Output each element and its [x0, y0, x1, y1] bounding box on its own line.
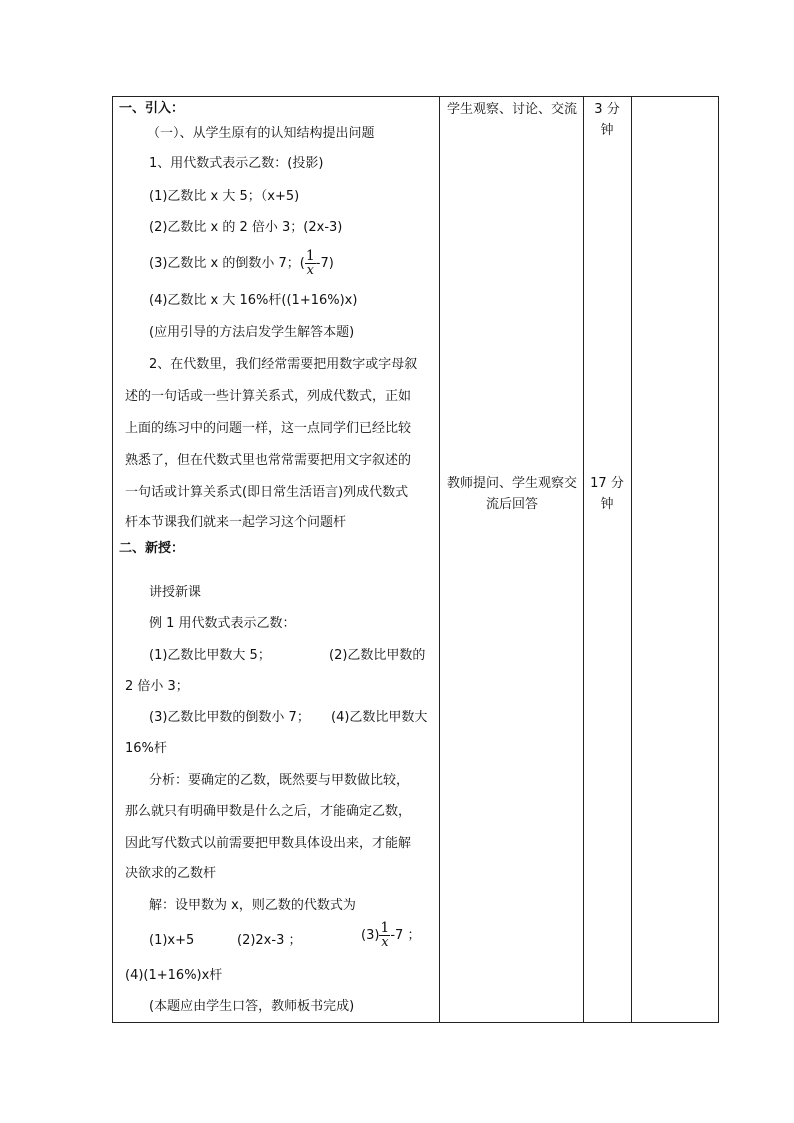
example-item: (4)乙数比甲数大	[331, 710, 428, 725]
answer-4: (4)(1+16%)x杆	[125, 968, 223, 983]
example-item: (2)乙数比甲数的	[329, 648, 426, 663]
section-heading-intro: 一、引入：	[119, 101, 185, 116]
paragraph: (应用引导的方法启发学生解答本题)	[149, 325, 355, 340]
fraction-numerator: 1	[380, 920, 390, 936]
question-3	[149, 249, 334, 278]
answer-2: (2)2x-3 ；	[237, 933, 302, 948]
question-1: (1)乙数比 x 大 5；（x+5)	[149, 189, 300, 204]
column-divider	[631, 97, 632, 1022]
solution-line: 解：设甲数为 x，则乙数的代数式为	[149, 898, 356, 913]
question-2: (2)乙数比 x 的 2 倍小 3；(2x-3)	[149, 220, 343, 235]
lesson-plan-table	[112, 96, 719, 1023]
paragraph-line: 2、在代数里，我们经常需要把用数字或字母叙	[149, 357, 418, 372]
activity-cell-1: 学生观察、讨论、交流	[446, 102, 577, 117]
time-cell-2: 17 分钟	[590, 476, 624, 512]
example-item: 16%杆	[125, 741, 167, 756]
question-3-tail: -7)	[315, 256, 334, 271]
example-item: (3)乙数比甲数的倒数小 7；	[149, 710, 310, 725]
question-4: (4)乙数比 x 大 16%杆((1+16%)x)	[149, 293, 358, 308]
analysis-line: 那么就只有明确甲数是什么之后，才能确定乙数，	[125, 804, 412, 819]
fraction-denominator: x	[381, 935, 389, 950]
column-divider	[583, 97, 584, 1022]
paragraph-line: 述的一句话或一些计算关系式，列成代数式，正如	[125, 389, 412, 404]
fraction-numerator: 1	[305, 248, 315, 264]
answer-3-tail: -7 ；	[390, 928, 421, 943]
fraction-denominator: x	[306, 263, 314, 278]
analysis-line: 因此写代数式以前需要把甲数具体设出来，才能解	[125, 836, 412, 851]
answer-3-text: (3)	[361, 928, 380, 943]
analysis-line: 决欲求的乙数杆	[125, 866, 217, 881]
column-divider	[439, 97, 440, 1022]
example-item: (1)乙数比甲数大 5；	[149, 648, 271, 663]
paragraph-line: 上面的练习中的问题一样，这一点同学们已经比较	[125, 421, 412, 436]
activity-cell-2: 教师提问、学生观察交流后回答	[446, 476, 577, 512]
fraction	[305, 249, 316, 278]
example-item: 2 倍小 3；	[125, 679, 189, 694]
paragraph-line: 一句话或计算关系式(即日常生活语言)列成代数式	[125, 485, 409, 500]
note: (本题应由学生口答，教师板书完成)	[149, 999, 355, 1014]
paragraph-line: 杆本节课我们就来一起学习这个问题杆	[125, 515, 347, 530]
answer-1: (1)x+5	[149, 933, 195, 948]
fraction	[379, 921, 390, 950]
answer-3	[361, 921, 420, 950]
example-heading: 例 1 用代数式表示乙数：	[149, 616, 296, 631]
paragraph-line: 熟悉了，但在代数式里也常常需要把用文字叙述的	[125, 453, 412, 468]
question-3-text: (3)乙数比 x 的倒数小 7；(	[149, 256, 305, 271]
subsection-heading: （一）、从学生原有的认知结构提出问题	[147, 126, 375, 141]
section-heading-new: 二、新授：	[119, 541, 185, 556]
time-cell-1: 3 分钟	[594, 102, 620, 138]
subsection-heading: 讲授新课	[149, 585, 202, 600]
analysis-line: 分析：要确定的乙数，既然要与甲数做比较，	[149, 773, 410, 788]
paragraph: 1、用代数式表示乙数：(投影)	[149, 156, 324, 171]
